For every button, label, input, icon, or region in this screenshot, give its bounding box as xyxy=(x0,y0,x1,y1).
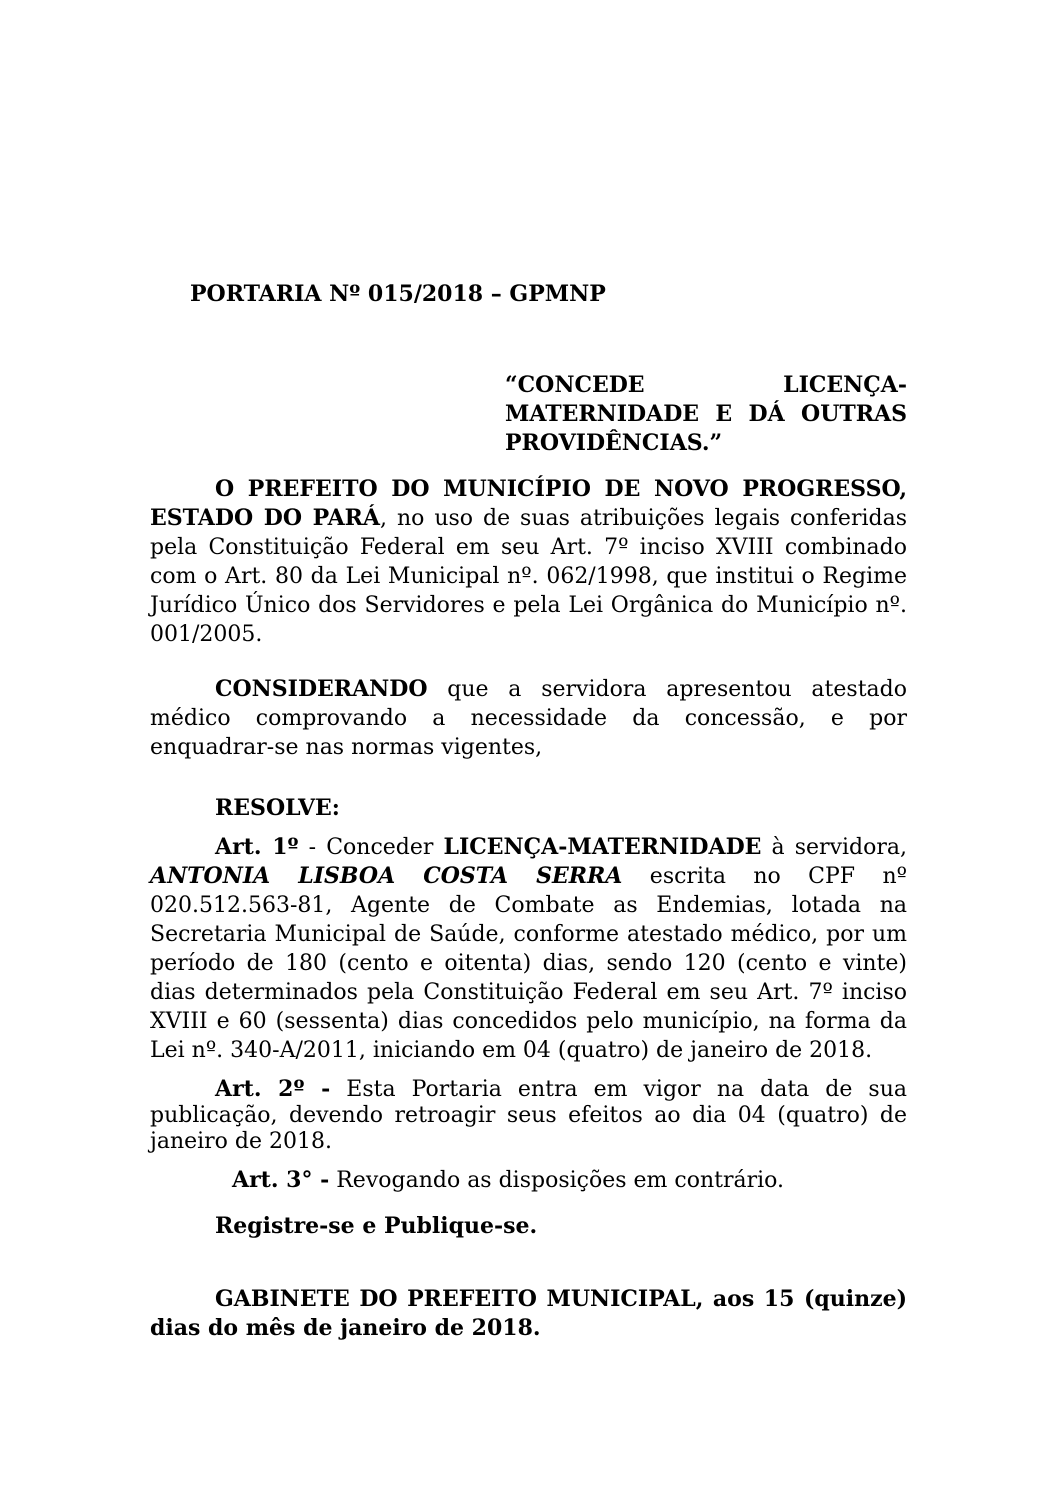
article-2-label: Art. 2º - xyxy=(215,1076,331,1102)
servidora-name: ANTONIA LISBOA COSTA SERRA xyxy=(150,863,623,889)
resolve-heading: RESOLVE: xyxy=(215,795,340,821)
article-3: Art. 3° - Revogando as disposições em contrário. xyxy=(232,1167,785,1193)
considerando-text: que a servidora apresentou atestado médico comprovando a necessidade da concessão, e por enquadrar-se nas normas vigentes, xyxy=(150,677,907,760)
ementa-line-2: MATERNIDADE E DÁ OUTRAS xyxy=(505,401,907,427)
preamble-text: , no uso de suas atribuições legais conferidas pela Constituição Federal em seu Art. 7º inciso XVIII combinado com o Art. 80 da Lei Municipal nº. 062/1998, que institui o Regime Jurídico Único dos Servidores e pela Lei Orgânica do Município nº. 001/2005. xyxy=(150,506,907,647)
article-1: Art. 1º - Conceder LICENÇA-MATERNIDADE à servidora, ANTONIA LISBOA COSTA SERRA escrita no CPF nº 020.512.563-81, Agente de Combate as Endemias, lotada na Secretaria Municipal de Saúde, conforme atestado médico, por um período de 180 (cento e oitenta) dias, sendo 120 (cento e vinte) dias determinados pela Constituição Federal em seu Art. 7º inciso XVIII e 60 (sessenta) dias concedidos pelo município, na forma da Lei nº. 340-A/2011, iniciando em 04 (quatro) de janeiro de 2018. xyxy=(150,834,907,1063)
considerando-paragraph xyxy=(150,675,907,762)
considerando-label: CONSIDERANDO xyxy=(215,676,428,702)
ementa-line-1-right: LICENÇA- xyxy=(783,372,907,398)
licenca-maternidade: LICENÇA-MATERNIDADE xyxy=(443,834,762,860)
article-1-label: Art. 1º xyxy=(215,834,299,860)
article-2: Art. 2º - Esta Portaria entra em vigor na data de sua publicação, devendo retroagir seus efeitos ao dia 04 (quatro) de janeiro de 2018. xyxy=(150,1076,907,1154)
preamble-paragraph xyxy=(150,475,907,649)
portaria-title: PORTARIA Nº 015/2018 – GPMNP xyxy=(190,281,606,307)
ementa-line-1-left: “CONCEDE xyxy=(505,372,645,398)
gabinete-closing: GABINETE DO PREFEITO MUNICIPAL, aos 15 (quinze) dias do mês de janeiro de 2018. xyxy=(150,1286,907,1341)
registre-publique: Registre-se e Publique-se. xyxy=(215,1213,538,1239)
ementa xyxy=(505,371,907,458)
article-3-label: Art. 3° - xyxy=(232,1167,330,1193)
ementa-line-3: PROVIDÊNCIAS.” xyxy=(505,430,723,456)
preamble-authority: O PREFEITO DO MUNICÍPIO DE NOVO PROGRESSO, ESTADO DO PARÁ xyxy=(150,476,907,531)
